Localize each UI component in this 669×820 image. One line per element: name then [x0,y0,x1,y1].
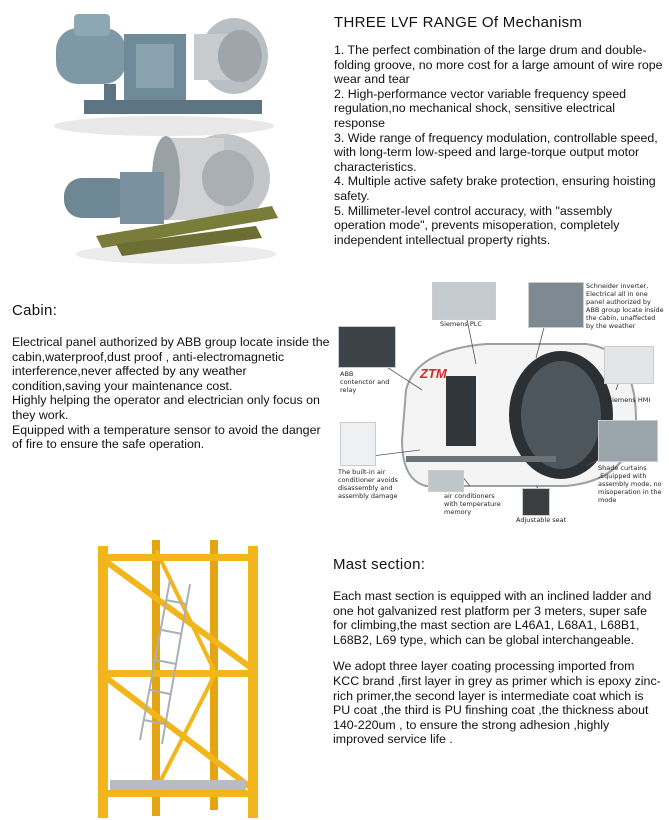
hoist-mechanism-image-2 [56,126,284,266]
mechanism-point-2: 2. High-performance vector variable frequency speed regulation,no mechanical shock, sensitive electrical response [334,86,627,130]
aircon-photo [340,422,376,466]
mechanism-point-1: 1. The perfect combination of the large drum and double-folding groove, no more cost for a large amount of wire rope wear and tear [334,43,663,87]
cabin-diagram [336,280,666,526]
cabin-section [12,302,332,452]
cabin-title: Cabin: [12,302,58,319]
mechanism-section [334,14,666,247]
mechanism-point-3: 3. Wide range of frequency modulation, controllable speed, with long-term low-speed and large-torque output motor characteristics. [334,130,658,174]
callout-shade: Shade curtains ,Equipped with assembly mode, no misoperation in the mode [598,464,662,504]
callout-schneider: Schneider inverter, Electrical all in one panel authorized by ABB group locate inside the cabin, unaffected by the weather [586,282,664,330]
callout-abb: ABB contenctor and relay [340,370,390,394]
plc-photo [432,282,496,320]
cabin-line-1: Electrical panel authorized by ABB group locate inside the cabin,waterproof,dust proof , anti-electromagnetic interference,never affected by any weather condition,saving your maintenance cost. [12,335,330,393]
mechanism-point-5: 5. Millimeter-level control accuracy, with "assembly operation mode", prevents misoperation, completely independent intellectual property rights. [334,203,620,247]
mechanism-title: THREE LVF RANGE Of Mechanism [334,14,583,31]
mast-title: Mast section: [333,556,426,573]
hoist-mechanism-image-1 [44,4,284,138]
mast-section-image [70,540,285,820]
mast-section [333,556,663,747]
callout-plc: Siemens PLC [440,320,482,328]
mast-paragraph-2: We adopt three layer coating processing imported from KCC brand ,first layer in grey as primer which is epoxy zinc-rich primer,the second layer is intermediate coat which is PU coat ,the third is PU finshing coat ,the thickness about 140-220um , to ensure the strong adhesion ,highly improved service life . [333,659,661,747]
cabin-line-2: Highly helping the operator and electrician only focus on they work. [12,393,320,422]
callout-seat: Adjustable seat [516,516,567,524]
mast-paragraph-1: Each mast section is equipped with an inclined ladder and one hot galvanized rest platform per 3 meters, super safe for climbing,the mast section are L46A1, L68A1, L68B1, L68B2, L69 type, which can be global interchangeable. [333,589,652,647]
contactor-photo [338,326,396,368]
shade-photo [598,420,658,462]
hmi-photo [604,346,654,384]
seat-photo [522,488,550,516]
aircon-temp-photo [428,470,464,492]
cabin-line-3: Equipped with a temperature sensor to avoid the danger of fire to ensure the safe operation. [12,422,321,452]
mechanism-point-4: 4. Multiple active safety brake protection, ensuring hoisting safety. [334,174,656,203]
inverter-photo [528,282,584,328]
callout-hmi: Siemens HMI [608,396,651,404]
brand-logo: ZTM [420,366,447,381]
cabin-text [12,335,332,452]
callout-aircon-temp: air conditioners with temperature memory [444,492,501,516]
mechanism-points [334,43,666,247]
callout-aircon: The built-in air conditioner avoids disassembly and assembly damage [338,468,398,500]
